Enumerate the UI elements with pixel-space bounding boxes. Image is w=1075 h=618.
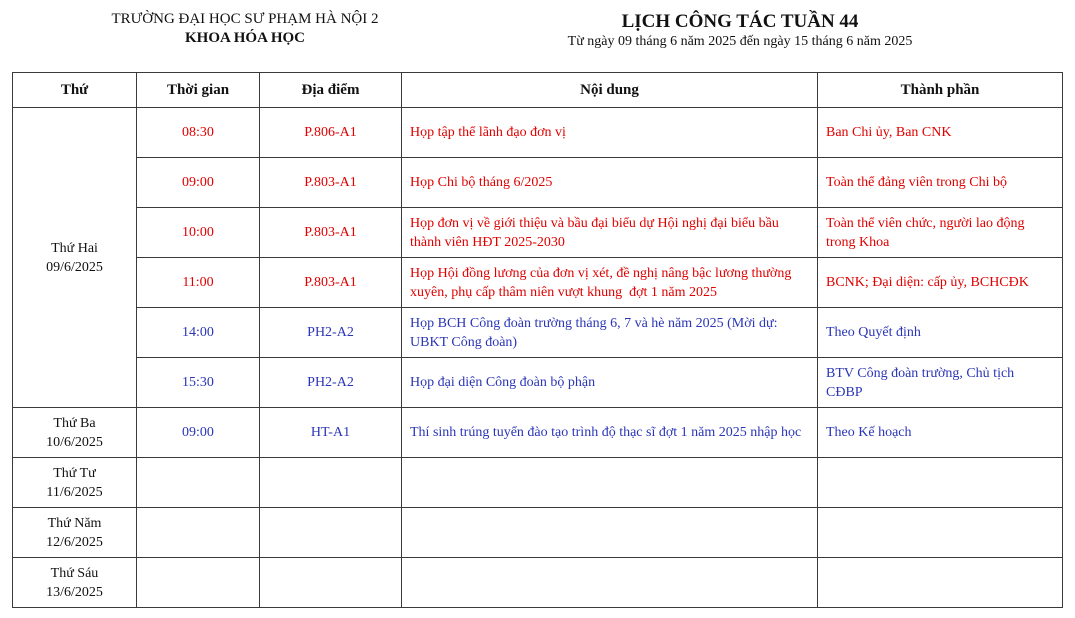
day-name: Thứ Sáu: [50, 565, 99, 581]
table-row: [13, 458, 1063, 508]
day-date: 13/6/2025: [46, 584, 103, 600]
event-place: P.803-A1: [260, 158, 402, 208]
day-name: Thứ Hai: [51, 240, 98, 256]
table-row: [13, 358, 1063, 408]
day-cell: [13, 408, 137, 458]
col-header-members: Thành phần: [818, 73, 1063, 108]
event-members: BCNK; Đại diện: cấp ủy, BCHCĐK: [818, 258, 1063, 308]
table-row: [13, 108, 1063, 158]
event-content: Họp Hội đồng lương của đơn vị xét, đề nghị nâng bậc lương thường xuyên, phụ cấp thâm niên vượt khung đợt 1 năm 2025: [402, 258, 818, 308]
day-cell: [13, 108, 137, 408]
empty-cell: [137, 458, 260, 508]
empty-cell: [260, 558, 402, 608]
day-date: 11/6/2025: [46, 484, 103, 500]
empty-cell: [818, 458, 1063, 508]
table-row: [13, 208, 1063, 258]
event-time: 08:30: [137, 108, 260, 158]
day-cell: [13, 458, 137, 508]
schedule-title: LỊCH CÔNG TÁC TUẦN 44: [621, 11, 859, 32]
event-place: P.803-A1: [260, 258, 402, 308]
empty-cell: [402, 458, 818, 508]
event-members: BTV Công đoàn trường, Chủ tịch CĐBP: [818, 358, 1063, 408]
day-cell: [13, 508, 137, 558]
day-name: Thứ Tư: [53, 465, 96, 481]
event-members: Toàn thể viên chức, người lao động trong Khoa: [818, 208, 1063, 258]
event-members: Theo Kế hoạch: [818, 408, 1063, 458]
event-content: Họp BCH Công đoàn trường tháng 6, 7 và hè năm 2025 (Mời dự: UBKT Công đoàn): [402, 308, 818, 358]
col-header-day: Thứ: [13, 73, 137, 108]
col-header-place: Địa điểm: [260, 73, 402, 108]
empty-cell: [818, 508, 1063, 558]
event-place: P.806-A1: [260, 108, 402, 158]
event-time: 09:00: [137, 158, 260, 208]
event-place: PH2-A2: [260, 358, 402, 408]
event-members: Ban Chi ủy, Ban CNK: [818, 108, 1063, 158]
schedule-header: [515, 10, 965, 50]
event-time: 10:00: [137, 208, 260, 258]
day-cell: [13, 558, 137, 608]
empty-cell: [402, 558, 818, 608]
event-members: Theo Quyết định: [818, 308, 1063, 358]
table-row: [13, 508, 1063, 558]
day-name: Thứ Ba: [53, 415, 96, 431]
day-date: 10/6/2025: [46, 434, 103, 450]
event-content: Họp đại diện Công đoàn bộ phận: [402, 358, 818, 408]
event-content: Họp tập thể lãnh đạo đơn vị: [402, 108, 818, 158]
event-content: Họp Chi bộ tháng 6/2025: [402, 158, 818, 208]
col-header-time: Thời gian: [137, 73, 260, 108]
event-place: PH2-A2: [260, 308, 402, 358]
table-row: [13, 258, 1063, 308]
empty-cell: [137, 558, 260, 608]
empty-cell: [818, 558, 1063, 608]
faculty-name: KHOA HÓA HỌC: [184, 30, 305, 46]
day-date: 09/6/2025: [46, 259, 103, 275]
event-time: 14:00: [137, 308, 260, 358]
event-content: Họp đơn vị về giới thiệu và bầu đại biểu dự Hội nghị đại biểu bầu thành viên HĐT 2025-2030: [402, 208, 818, 258]
empty-cell: [260, 458, 402, 508]
table-row: [13, 158, 1063, 208]
org-header: [60, 10, 430, 48]
empty-cell: [260, 508, 402, 558]
event-time: 11:00: [137, 258, 260, 308]
empty-cell: [137, 508, 260, 558]
col-header-content: Nội dung: [402, 73, 818, 108]
empty-cell: [402, 508, 818, 558]
day-name: Thứ Năm: [47, 515, 102, 531]
table-row: [13, 558, 1063, 608]
day-date: 12/6/2025: [46, 534, 103, 550]
event-members: Toàn thể đảng viên trong Chi bộ: [818, 158, 1063, 208]
event-content: Thí sinh trúng tuyển đào tạo trình độ thạc sĩ đợt 1 năm 2025 nhập học: [402, 408, 818, 458]
event-time: 09:00: [137, 408, 260, 458]
university-name: TRƯỜNG ĐẠI HỌC SƯ PHẠM HÀ NỘI 2: [111, 11, 379, 27]
date-range: Từ ngày 09 tháng 6 năm 2025 đến ngày 15 tháng 6 năm 2025: [567, 34, 913, 49]
event-place: HT-A1: [260, 408, 402, 458]
event-time: 15:30: [137, 358, 260, 408]
table-row: [13, 408, 1063, 458]
table-row: [13, 308, 1063, 358]
header-row: [13, 73, 1063, 108]
schedule-table: [12, 72, 1063, 608]
event-place: P.803-A1: [260, 208, 402, 258]
